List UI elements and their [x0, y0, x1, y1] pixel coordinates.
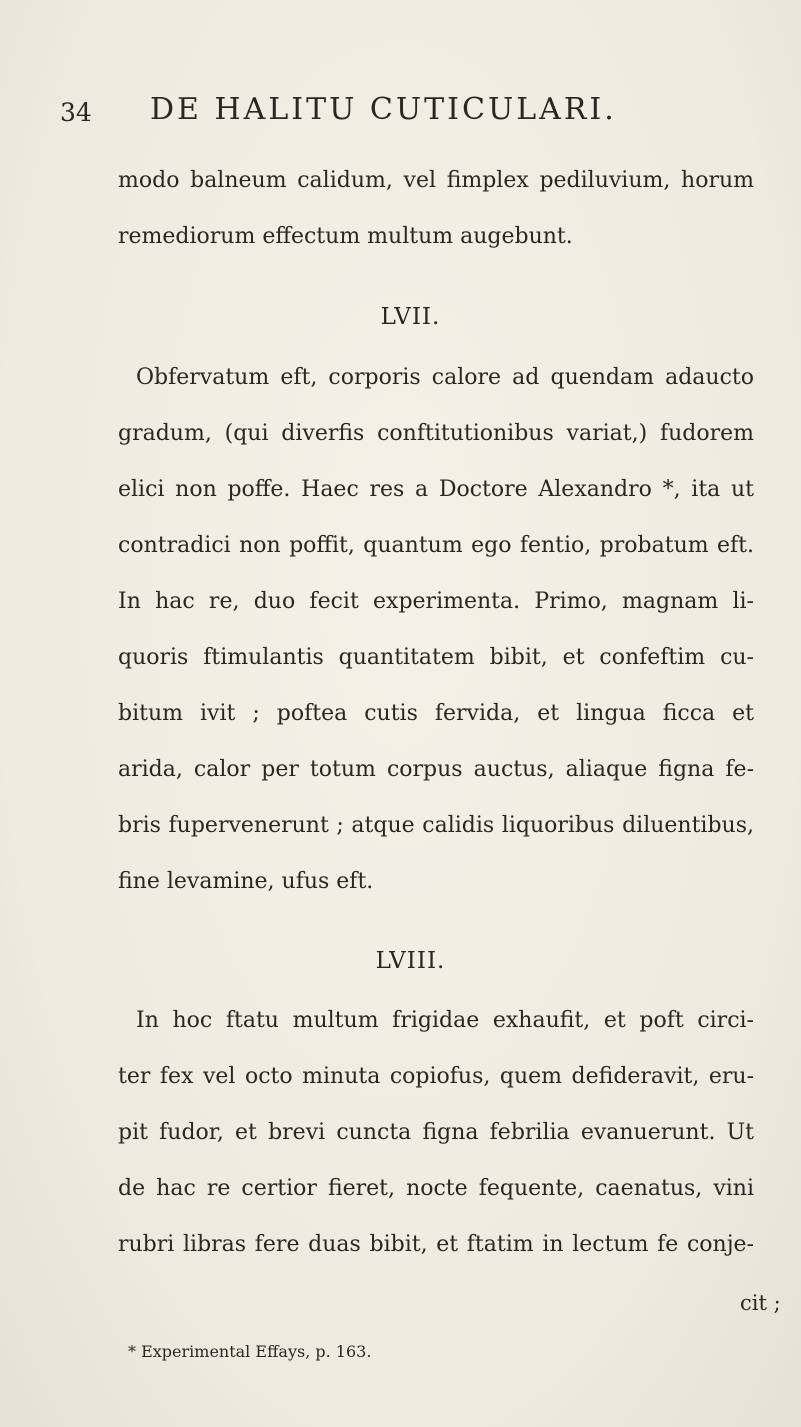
text-line: arida, calor per totum corpus auctus, aliaque figna fe- [118, 757, 754, 782]
section-heading-lvii: LVII. [380, 304, 441, 330]
text-line: fine levamine, ufus eft. [118, 869, 374, 894]
section-heading-lviii: LVIII. [375, 948, 446, 974]
text-line: remediorum effectum multum augebunt. [118, 224, 573, 249]
running-head [0, 92, 801, 132]
text-line: modo balneum calidum, vel fimplex pediluvium, horum [118, 168, 754, 193]
footnote: * Experimental Effays, p. 163. [128, 1342, 372, 1361]
text-line: In hoc ftatu multum frigidae exhaufit, et poft circi- [136, 1008, 754, 1033]
text-line: gradum, (qui diverfis conftitutionibus variat,) fudorem [118, 421, 754, 446]
text-line: contradici non poffit, quantum ego fentio, probatum eft. [118, 533, 754, 558]
text-line: rubri libras fere duas bibit, et ftatim in lectum fe conje- [118, 1232, 754, 1257]
text-line: Obfervatum eft, corporis calore ad quendam adaucto [136, 365, 754, 390]
text-line: bris fupervenerunt ; atque calidis liquoribus diluentibus, [118, 813, 754, 838]
catchword: cit ; [740, 1291, 781, 1315]
text-line: bitum ivit ; poftea cutis fervida, et lingua ficca et [118, 701, 754, 726]
text-line: elici non poffe. Haec res a Doctore Alexandro *, ita ut [118, 477, 754, 502]
text-line: pit fudor, et brevi cuncta figna febrilia evanuerunt. Ut [118, 1120, 754, 1145]
text-line: quoris ftimulantis quantitatem bibit, et confeftim cu- [118, 645, 754, 670]
text-line: de hac re certior fieret, nocte fequente, caenatus, vini [118, 1176, 754, 1201]
text-line: In hac re, duo fecit experimenta. Primo, magnam li- [118, 589, 754, 614]
running-title: DE HALITU CUTICULARI. [150, 92, 617, 127]
text-line: ter fex vel octo minuta copiofus, quem defideravit, eru- [118, 1064, 754, 1089]
page-number: 34 [60, 98, 92, 127]
